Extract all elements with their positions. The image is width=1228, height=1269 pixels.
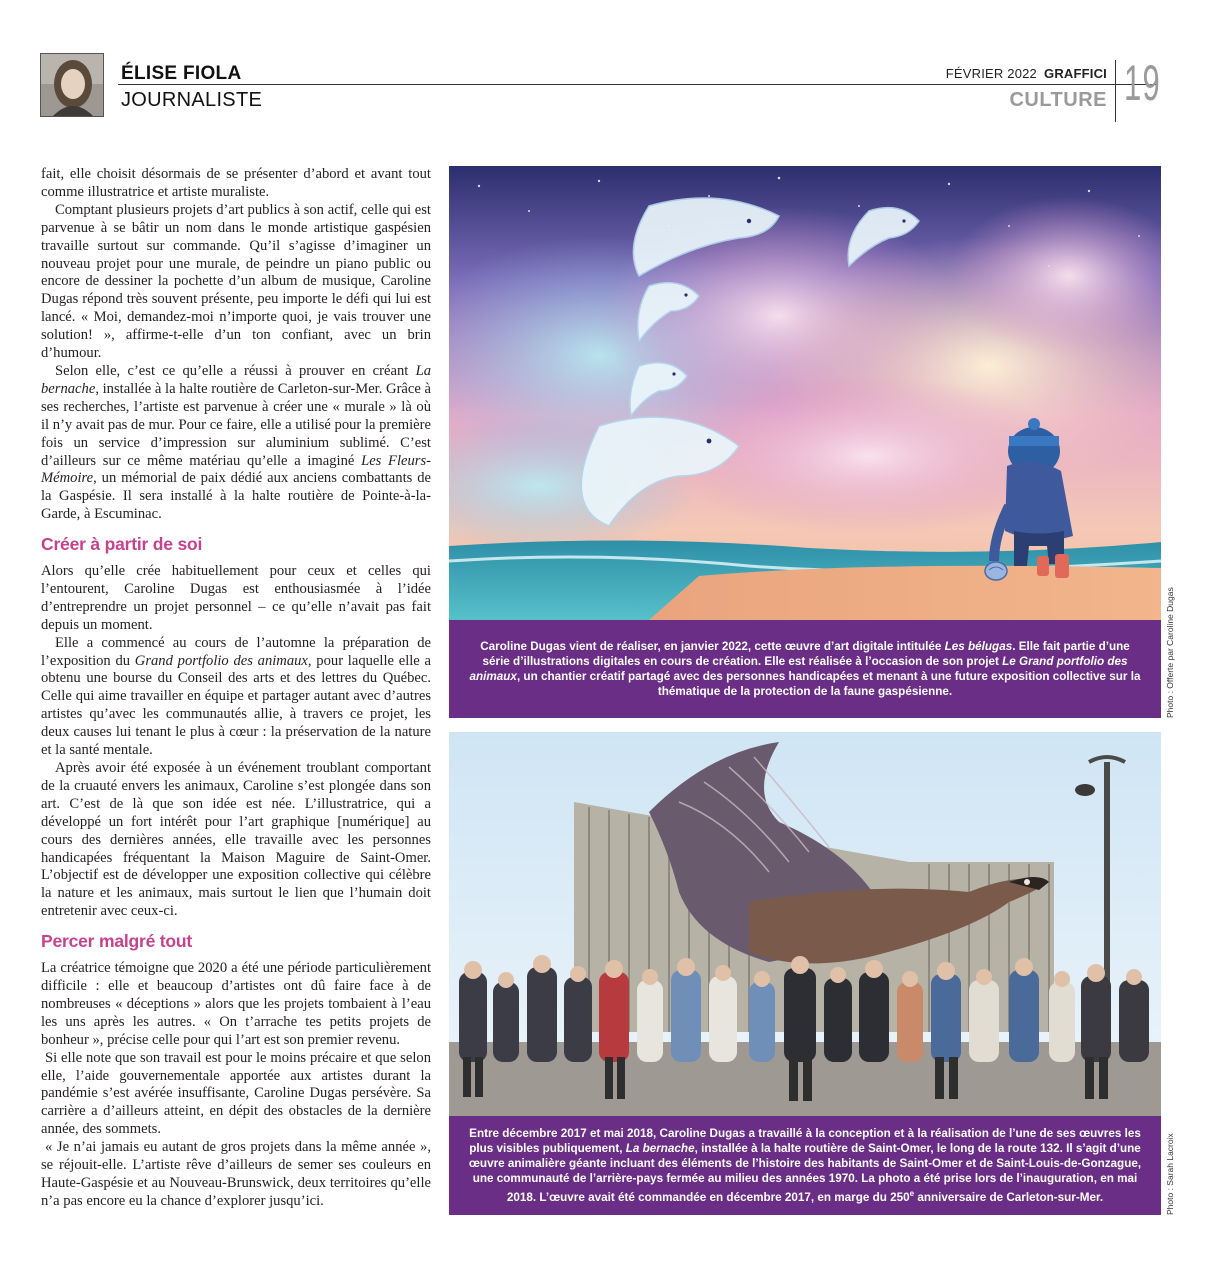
paragraph: La créatrice témoigne que 2020 a été une période particulièrement difficile : elle et beaucoup d’artistes ont dû faire face à de nombreuses « déceptions » alors que les projets tombaient à l’eau les uns après les autres. « On t’arrache tes petits projets de bonheur », précise celle pour qui l’art est son premier revenu. — [41, 960, 431, 1048]
paragraph: « Je n’ai jamais eu autant de gros projets dans la même année », se réjouit-elle. L’artiste rêve d’ailleurs de semer ses couleurs en Haute-Gaspésie et au Nouveau-Brunswick, deux territoires qu’elle n’a pas encore eu la chance d’explorer jusqu’ici. — [41, 1139, 431, 1209]
figure-bernache — [449, 732, 1161, 1215]
bernache-photo — [449, 732, 1161, 1116]
page-number: 19 — [1124, 55, 1161, 111]
paragraph: Selon elle, c’est ce qu’elle a réussi à prouver en créant La bernache, installée à la halte routière de Carleton-sur-Mer. Grâce à ses recherches, l’artiste est parvenue à créer une « murale » là où il n’y avait pas de mur. Pour ce faire, elle a utilisé pour la première fois un service d’impression sur aluminium sublimé. C’est d’ailleurs sur ce même matériau qu’elle a imaginé Les Fleurs-Mémoire, un mémorial de paix dédié aux anciens combattants de la Gaspésie. Il sera installé à la halte routière de Pointe-à-la-Garde, à Escuminac. — [41, 362, 431, 523]
belugas-artwork — [449, 166, 1161, 620]
paragraph: fait, elle choisit désormais de se présenter d’abord et avant tout comme illustratrice et artiste muraliste. — [41, 166, 431, 200]
author-role: JOURNALISTE — [121, 89, 263, 111]
author-name: ÉLISE FIOLA — [121, 63, 242, 84]
issue-date: FÉVRIER 2022 — [945, 66, 1037, 81]
paragraph: Après avoir été exposée à un événement troublant comportant de la cruauté envers les animaux, Caroline s’est plongée dans son art. C’est de là que son idée est née. L’illustratrice, qui a développé un fort intérêt pour l’art graphique [numérique] au cours des dernières années, elle travaille avec les personnes handicapées fréquentant la Maison Maguire de Saint-Omer. L’objectif est de développer une exposition collective qui célèbre la nature et les animaux, mais surtout le lien que l’humain doit entretenir avec ceux-ci. — [41, 760, 431, 920]
page-header — [40, 50, 1170, 120]
author-avatar — [40, 53, 104, 117]
paragraph: Si elle note que son travail est pour le moins précaire et que selon elle, l’aide gouvernementale apportée aux artistes durant la pandémie s’est avérée insuffisante, Caroline Dugas persévère. Sa carrière a d’ailleurs atteint, en dépit des obstacles de la dernière année, des sommets. — [41, 1049, 431, 1138]
header-divider — [1115, 60, 1116, 122]
header-rule — [118, 84, 1158, 85]
photo-credit: Photo : Offerte par Caroline Dugas — [1165, 587, 1175, 718]
paragraph: Alors qu’elle crée habituellement pour ceux et celles qui l’entourent, Caroline Dugas est enthousiasmée à l’idée d’entreprendre un projet personnel – ce qu’elle n’avait pas fait depuis un moment. — [41, 563, 431, 633]
figure-belugas — [449, 166, 1161, 718]
brand-name: GRAFFICI — [1044, 66, 1107, 81]
article-column — [41, 166, 431, 1211]
figure-caption: Entre décembre 2017 et mai 2018, Caroline Dugas a travaillé à la conception et à la réalisation de l’une de ses œuvres les plus visibles publiquement, La bernache, installée à la halte routière de Saint-Omer, le long de la route 132. Il s’agit d’une œuvre animalière géante incluant des éléments de l’histoire des habitants de Saint-Omer et de Saint-Louis-de-Gonzague, une communauté de l’arrière-pays fermée au milieu des années 1970. La photo a été prise lors de l’inauguration, en mai 2018. L’œuvre avait été commandée en décembre 2017, en marge du 250e anniversaire de Carleton-sur-Mer. — [449, 1116, 1161, 1215]
paragraph: Elle a commencé au cours de l’automne la préparation de l’exposition du Grand portfolio des animaux, pour laquelle elle a obtenu une bourse du Conseil des arts et des lettres du Québec. Celle qui aime travailler en équipe et partager autant avec d’autres artistes qu’avec les communautés allie, à travers ce projet, les deux causes lui tenant le plus à cœur : la préservation de la nature et la santé mentale. — [41, 634, 431, 759]
subheading: Percer malgré tout — [41, 931, 193, 952]
subheading: Créer à partir de soi — [41, 534, 203, 555]
figure-caption: Caroline Dugas vient de réaliser, en janvier 2022, cette œuvre d’art digitale intitulée Les bélugas. Elle fait partie d’une série d’illustrations digitales en cours de création. Elle est réalisée à l’occasion de son projet Le Grand portfolio des animaux, un chantier créatif partagé avec des personnes handicapées et menant à une future exposition collective sur la thématique de la protection de la faune gaspésienne. — [449, 620, 1161, 718]
paragraph: Comptant plusieurs projets d’art publics à son actif, celle qui est parvenue à se bâtir un nom dans le monde artistique gaspésien travaille surtout sur commande. Qu’il s’agisse d’imaginer un nouveau projet pour une murale, de peindre un piano public ou encore de dessiner la pochette d’un album de musique, Caroline Dugas répond très souvent présente, peu importe le défi qui lui est lancé. « Moi, demandez-moi n’importe quoi, je vais trouver une solution! », affirme-t-elle d’un ton confiant, avec un brin d’humour. — [41, 201, 431, 362]
photo-credit: Photo : Sarah Lacroix — [1165, 1133, 1175, 1215]
section-name: CULTURE — [1009, 89, 1107, 111]
